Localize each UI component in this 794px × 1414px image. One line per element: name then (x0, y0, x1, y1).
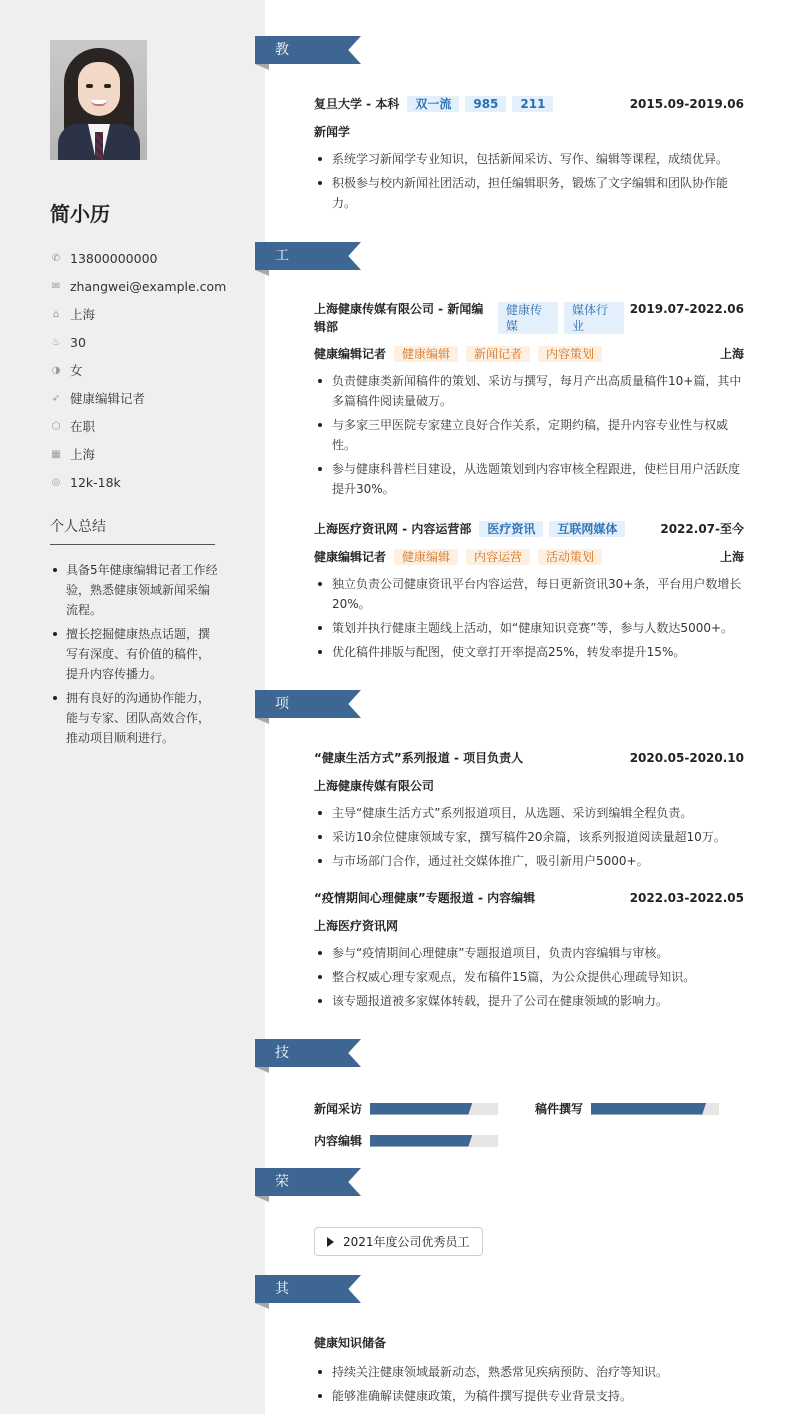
list-item: 持续关注健康领域最新动态，熟悉常见疾病预防、治疗等知识。 (314, 1362, 744, 1382)
date: 2022.07-至今 (660, 522, 744, 536)
skill-name: 新闻采访 (314, 1102, 363, 1116)
list-item: 策划并执行健康主题线上活动，如“健康知识竞赛”等，参与人数达5000+。 (314, 618, 744, 638)
play-icon (327, 1237, 334, 1247)
tag: 211 (512, 96, 553, 112)
tag: 新闻记者 (466, 346, 530, 362)
summary-divider (50, 544, 215, 545)
list-item: 参与“疫情期间心理健康”专题报道项目，负责内容编辑与审核。 (314, 943, 744, 963)
date: 2020.05-2020.10 (629, 751, 744, 765)
home-icon: ⌂ (52, 308, 60, 320)
summary-item: 擅长挖掘健康热点话题，撰写有深度、有价值的稿件，提升内容传播力。 (50, 624, 218, 684)
skill-item (535, 1100, 719, 1117)
age-text: 30 (70, 334, 86, 350)
list-item: 与市场部门合作，通过社交媒体推广，吸引新用户5000+。 (314, 851, 744, 871)
date: 2019.07-2022.06 (629, 302, 744, 316)
school-name: 复旦大学 - 本科 (314, 97, 400, 111)
summary-title: 个人总结 (50, 519, 106, 535)
list-item: 采访10余位健康领域专家，撰写稿件20余篇，该系列报道阅读量超10万。 (314, 827, 744, 847)
section-title: 技能专长 (275, 1045, 289, 1145)
salary-text: 12k-18k (70, 474, 121, 490)
position-text: 健康编辑记者 (70, 391, 146, 406)
phone-text: 13800000000 (70, 250, 158, 266)
date: 2015.09-2019.06 (629, 97, 744, 111)
list-item: 该专题报道被多家媒体转载，提升了公司在健康领域的影响力。 (314, 991, 744, 1011)
education-entry (314, 95, 744, 217)
list-item: 负责健康类新闻稿件的策划、采访与撰写，每月产出高质量稿件10+篇，其中多篇稿件阅读量破万。 (314, 371, 744, 411)
job-details (314, 574, 744, 662)
skill-bar (591, 1103, 719, 1115)
status-text: 在职 (70, 419, 96, 434)
profile-photo (50, 40, 147, 160)
major: 新闻学 (314, 125, 351, 139)
info-gender (50, 356, 230, 384)
section-title: 荣誉奖项 (275, 1174, 289, 1274)
profile-name: 简小历 (50, 202, 110, 226)
list-item: 优化稿件排版与配图，使文章打开率提高25%，转发率提升15%。 (314, 642, 744, 662)
skill-bar-fill (591, 1103, 706, 1115)
city: 上海 (719, 550, 744, 564)
skill-item (314, 1132, 498, 1149)
list-item: 主导“健康生活方式”系列报道项目，从选题、采访到编辑全程负责。 (314, 803, 744, 823)
company-name: 上海健康传媒有限公司 - 新闻编辑部 (314, 302, 484, 334)
mail-icon: ✉ (51, 280, 61, 292)
section-title: 项目经历 (275, 696, 289, 796)
skill-item (314, 1100, 498, 1117)
tag: 活动策划 (538, 549, 602, 565)
location-text: 上海 (70, 307, 96, 322)
sidebar (0, 0, 265, 1414)
list-item: 参与健康科普栏目建设，从选题策划到内容审核全程跟进，使栏目用户活跃度提升30%。 (314, 459, 744, 499)
role-title: 健康编辑记者 (314, 347, 387, 361)
info-status (50, 412, 230, 440)
tag: 医疗资讯 (479, 521, 543, 537)
intended-city-text: 上海 (70, 447, 96, 462)
list-item: 积极参与校内新闻社团活动，担任编辑职务，锻炼了文字编辑和团队协作能力。 (314, 173, 744, 213)
section-title: 教育经历 (275, 42, 289, 142)
tag: 内容策划 (538, 346, 602, 362)
section-title: 工作经历 (275, 248, 289, 348)
city: 上海 (719, 347, 744, 361)
gender-icon: ◑ (51, 364, 61, 376)
info-position (50, 384, 230, 412)
cake-icon: ♨ (51, 336, 61, 348)
education-details (314, 149, 744, 213)
tag: 互联网媒体 (549, 521, 625, 537)
project-org: 上海健康传媒有限公司 (314, 779, 435, 793)
work-entry (314, 300, 744, 503)
phone-icon: ✆ (51, 252, 61, 264)
project-org: 上海医疗资讯网 (314, 919, 399, 933)
info-location (50, 300, 230, 328)
status-icon: ⬡ (51, 420, 61, 432)
skill-bar-fill (370, 1103, 472, 1115)
info-phone (50, 244, 230, 272)
email-text: zhangwei@example.com (70, 278, 227, 294)
list-item: 能够准确解读健康政策，为稿件撰写提供专业背景支持。 (314, 1386, 744, 1406)
skill-bar-fill (370, 1135, 472, 1147)
project-entry (314, 749, 744, 875)
list-item: 整合权威心理专家观点，发布稿件15篇，为公众提供心理疏导知识。 (314, 967, 744, 987)
project-title: “健康生活方式”系列报道 - 项目负责人 (314, 751, 524, 765)
contact-info-list (50, 244, 230, 496)
info-salary (50, 468, 230, 496)
other-details (314, 1362, 744, 1406)
info-email (50, 272, 230, 300)
list-item: 系统学习新闻学专业知识，包括新闻采访、写作、编辑等课程，成绩优异。 (314, 149, 744, 169)
summary-item: 拥有良好的沟通协作能力，能与专家、团队高效合作，推动项目顺利进行。 (50, 688, 218, 748)
summary-list (50, 560, 218, 752)
tag: 媒体行业 (564, 302, 624, 334)
tag: 健康编辑 (394, 346, 458, 362)
award-text: 2021年度公司优秀员工 (343, 1235, 470, 1249)
tag: 双一流 (407, 96, 459, 112)
money-icon: ◎ (51, 476, 61, 488)
skill-name: 稿件撰写 (535, 1102, 584, 1116)
info-intended-city (50, 440, 230, 468)
other-entry (314, 1334, 744, 1410)
project-title: “疫情期间心理健康”专题报道 - 内容编辑 (314, 891, 536, 905)
other-title: 健康知识储备 (314, 1336, 387, 1350)
send-icon: ➶ (51, 392, 61, 404)
project-details (314, 943, 744, 1011)
skill-bar (370, 1103, 498, 1115)
company-name: 上海医疗资讯网 - 内容运营部 (314, 522, 472, 536)
tag: 985 (465, 96, 506, 112)
job-details (314, 371, 744, 499)
award-chip (314, 1227, 483, 1256)
list-item: 与多家三甲医院专家建立良好合作关系，定期约稿，提升内容专业性与权威性。 (314, 415, 744, 455)
project-details (314, 803, 744, 871)
work-entry (314, 520, 744, 666)
tag: 内容运营 (466, 549, 530, 565)
skill-bar (370, 1135, 498, 1147)
date: 2022.03-2022.05 (629, 891, 744, 905)
tag: 健康编辑 (394, 549, 458, 565)
list-item: 独立负责公司健康资讯平台内容运营，每日更新资讯30+条，平台用户数增长20%。 (314, 574, 744, 614)
gender-text: 女 (70, 363, 83, 378)
building-icon: ▦ (51, 448, 61, 460)
section-title: 其他信息 (275, 1281, 289, 1381)
info-age (50, 328, 230, 356)
skill-name: 内容编辑 (314, 1134, 363, 1148)
tag: 健康传媒 (498, 302, 558, 334)
project-entry (314, 889, 744, 1015)
role-title: 健康编辑记者 (314, 550, 387, 564)
summary-item: 具备5年健康编辑记者工作经验，熟悉健康领域新闻采编流程。 (50, 560, 218, 620)
